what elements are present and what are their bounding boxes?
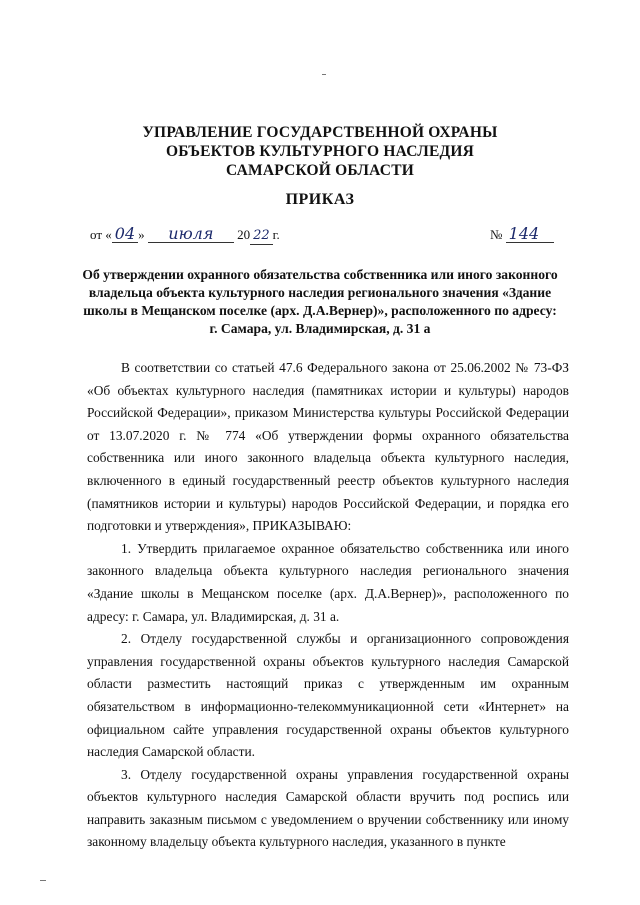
number-handwritten: 144: [506, 226, 554, 243]
agency-header-line-1: УПРАВЛЕНИЕ ГОСУДАРСТВЕННОЙ ОХРАНЫ: [142, 124, 498, 141]
body-paragraph-item-1: 1. Утвердить прилагаемое охранное обязательство собственника или иного законного владельца объекта культурного наследия регионального значения «Здание школы в Мещанском поселке (арх. Д.А.Вернер)», расположенного по адресу: г. Самара, ул. Владимирская, д. 31 а.: [87, 540, 569, 624]
date-year-prefix: 20: [237, 227, 251, 242]
order-title-line-1: Об утверждении охранного обязательства собственника или иного законного: [82, 267, 558, 282]
date-year-handwritten: 22: [250, 228, 273, 245]
scan-speck-top: [322, 74, 326, 75]
agency-header-line-3: САМАРСКОЙ ОБЛАСТИ: [225, 162, 414, 179]
agency-header-line-2: ОБЪЕКТОВ КУЛЬТУРНОГО НАСЛЕДИЯ: [165, 143, 475, 160]
order-title-line-3: школы в Мещанском поселке (арх. Д.А.Вернер)», расположенного по адресу:: [83, 303, 557, 318]
body-paragraph-preamble: В соответствии со статьей 47.6 Федерального закона от 25.06.2002 № 73-ФЗ «Об объектах культурного наследия (памятниках истории и культуры) народов Российской Федерации», приказом Министерства культуры Российской Федерации от 13.07.2020 г. № 774 «Об утверждении формы охранного обязательства собственника или иного законного владельца объекта культурного наследия, включенного в единый государственный реестр объектов культурного наследия (памятников истории и культуры) народов Российской Федерации, и порядка его подготовки и утверждения», ПРИКАЗЫВАЮ:: [87, 360, 569, 534]
order-date: [90, 226, 280, 245]
number-prefix: №: [490, 227, 503, 242]
order-title-line-2: владельца объекта культурного наследия регионального значения «Здание: [88, 285, 552, 300]
order-number: [490, 226, 554, 243]
agency-header: [0, 123, 640, 180]
date-mid: »: [138, 227, 145, 242]
date-prefix: от «: [90, 227, 112, 242]
order-title: [75, 266, 565, 338]
order-title-line-4: г. Самара, ул. Владимирская, д. 31 а: [209, 321, 431, 336]
body-paragraph-item-3: 3. Отделу государственной охраны управления государственной охраны объектов культурного наследия Самарской области вручить под роспись или направить заказным письмом с уведомлением о вручении собственнику или иному законному владельцу объекта культурного наследия, указанного в пункте: [87, 766, 569, 850]
order-body: [87, 357, 569, 854]
date-year-unit: г.: [272, 227, 280, 242]
document-type-title: ПРИКАЗ: [285, 191, 355, 208]
date-day-handwritten: 04: [112, 226, 138, 243]
date-month-handwritten: июля: [148, 226, 234, 243]
scan-speck-bottom: [40, 880, 46, 881]
body-paragraph-item-2: 2. Отделу государственной службы и организационного сопровождения управления государственной охраны объектов культурного наследия Самарской области разместить настоящий приказ с утвержденным им охранным обязательством в информационно-телекоммуникационной сети «Интернет» на официальном сайте управления государственной охраны объектов культурного наследия Самарской области.: [87, 631, 569, 760]
